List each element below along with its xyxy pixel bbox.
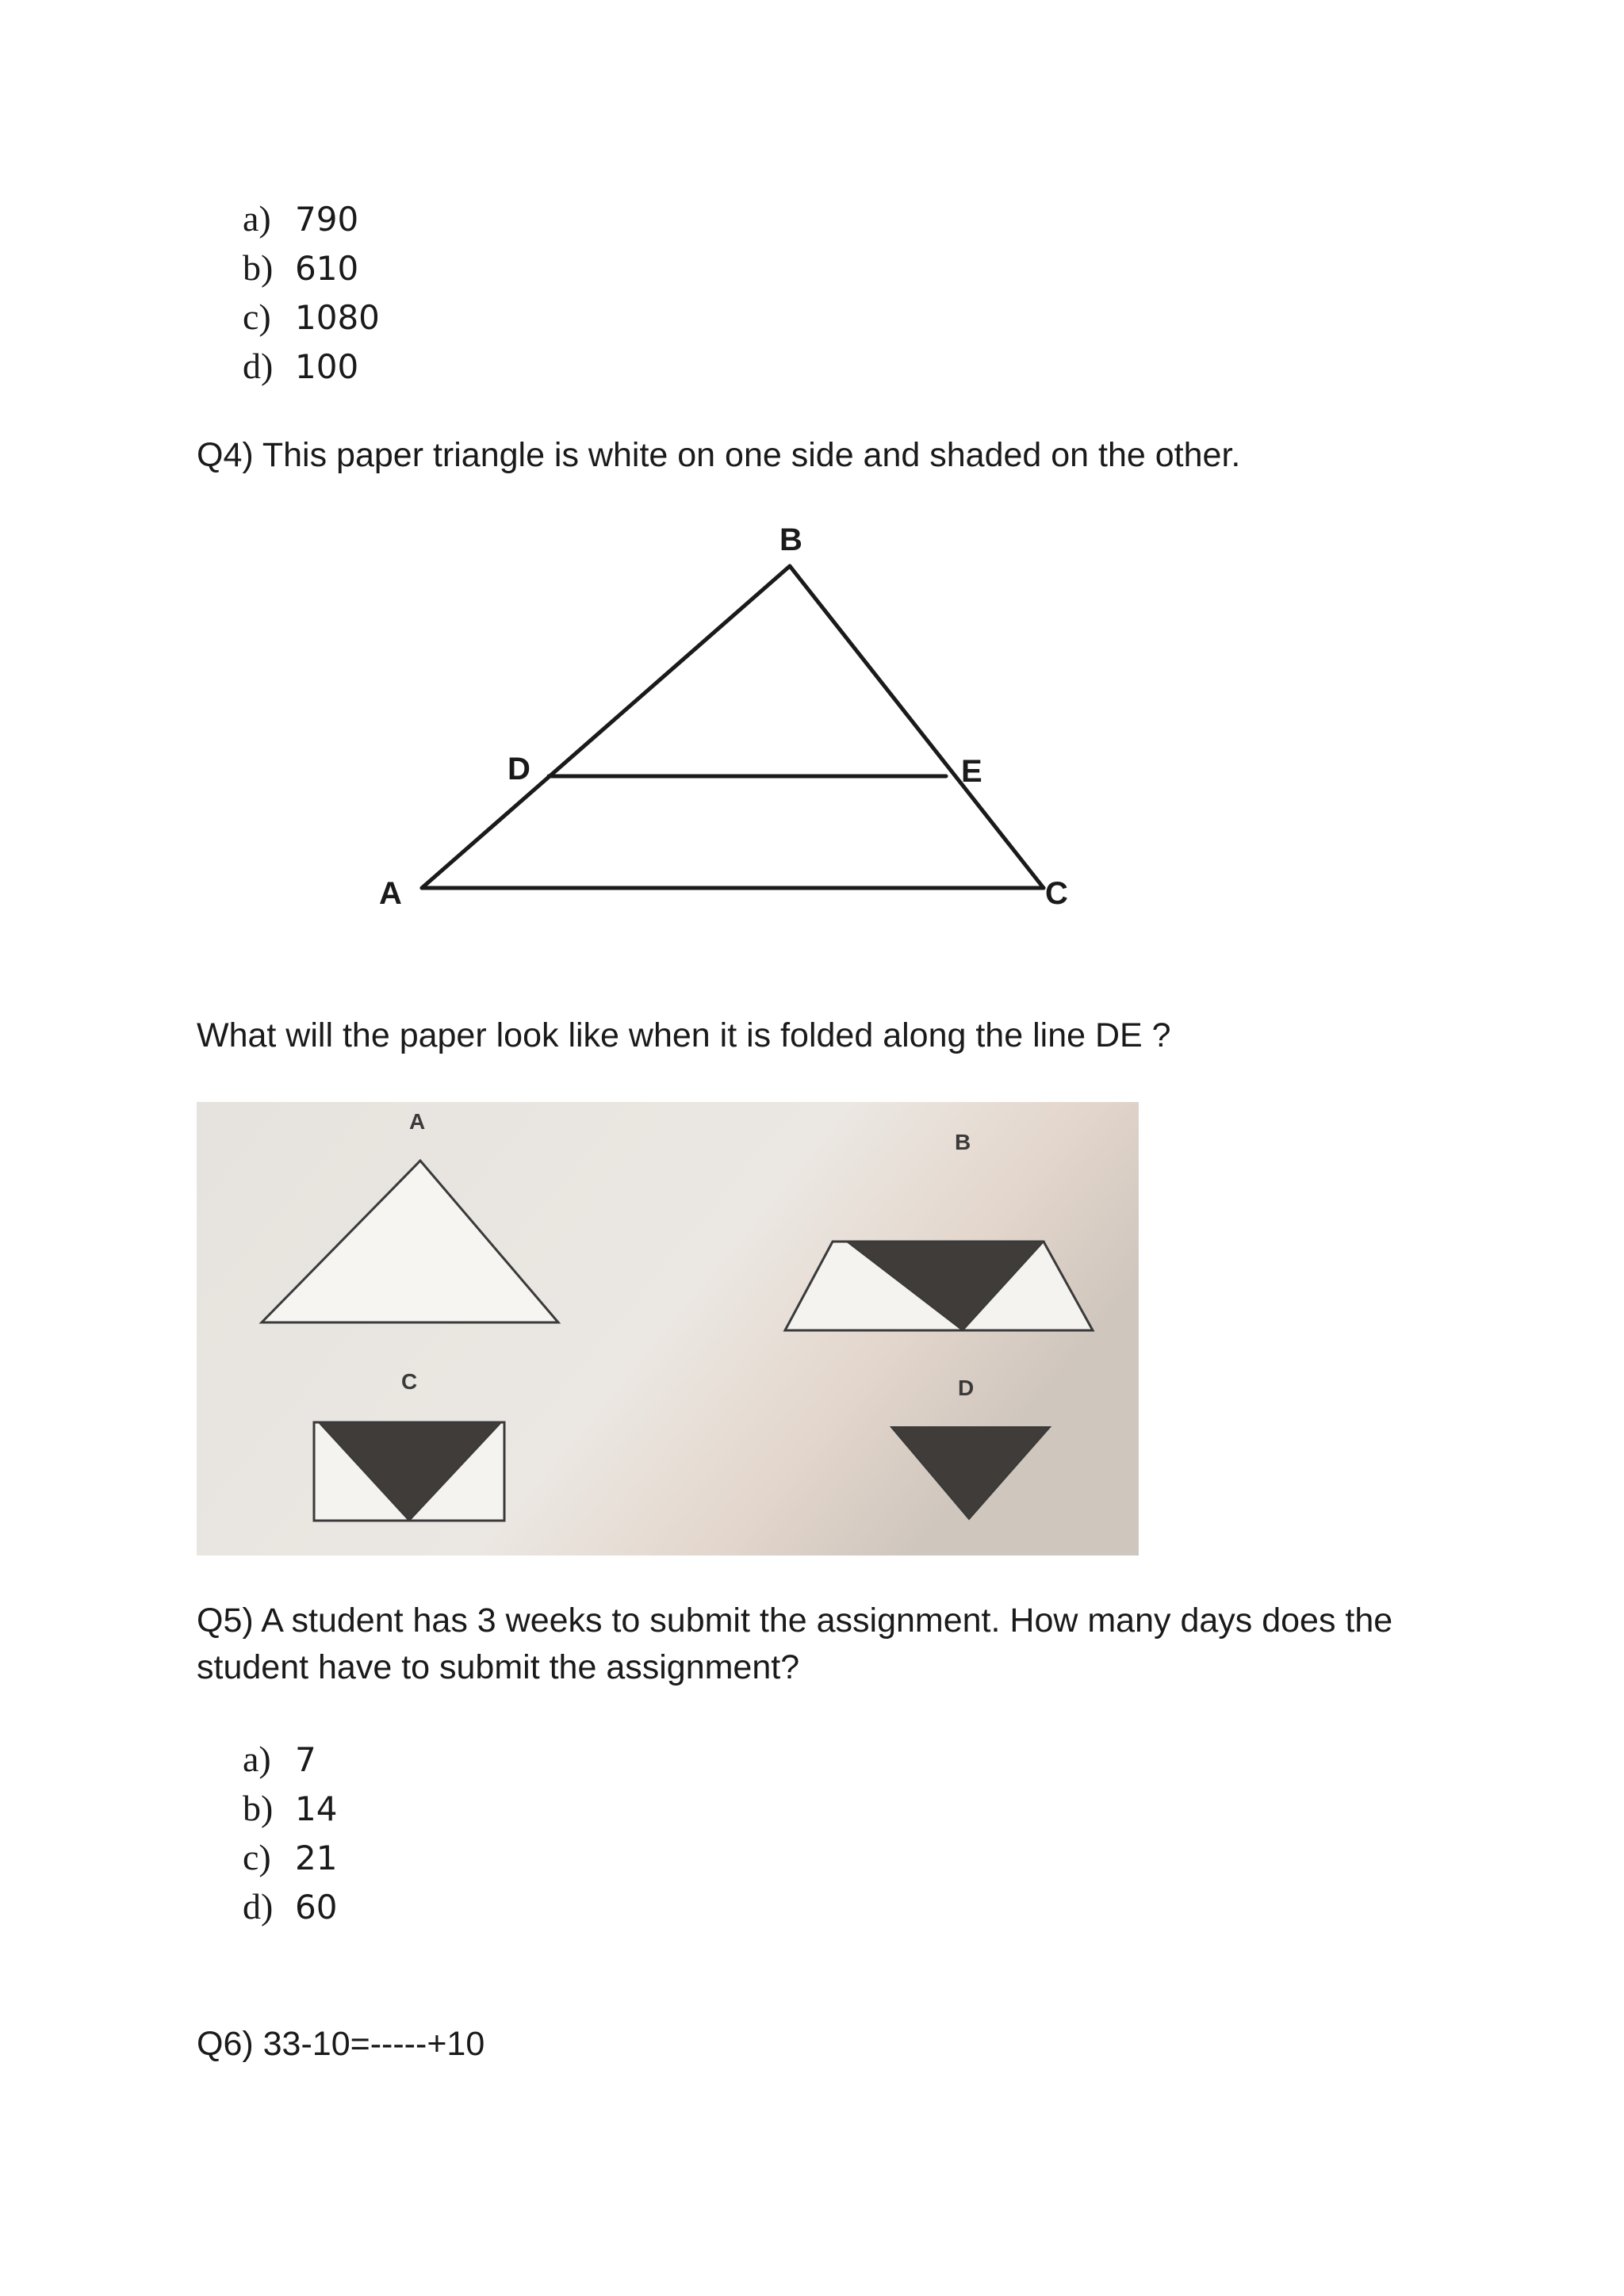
- choice-label-b: B: [955, 1130, 971, 1154]
- q3-option-c: c) 1080: [243, 297, 380, 337]
- q5-prompt-line2: student have to submit the assignment?: [197, 1648, 800, 1686]
- side-ab: [422, 566, 790, 888]
- q5-prompt-line1: Q5) A student has 3 weeks to submit the assignment. How many days does the: [197, 1601, 1393, 1640]
- q3-options: [243, 194, 380, 391]
- vertex-label-c: C: [1045, 876, 1068, 911]
- q6-prompt: Q6) 33-10=-----+10: [197, 2025, 485, 2063]
- q3-option-a: a) 790: [243, 198, 359, 239]
- vertex-label-a: A: [379, 876, 402, 911]
- choice-label-d: D: [958, 1376, 975, 1400]
- choice-label-a: A: [409, 1109, 426, 1134]
- q3-option-d: d) 100: [243, 346, 359, 386]
- answer-choices-photo: [197, 1102, 1139, 1556]
- q5-option-b: b) 14: [243, 1788, 338, 1828]
- q4-prompt: Q4) This paper triangle is white on one side and shaded on the other.: [197, 436, 1241, 474]
- choice-c-figure: [314, 1422, 504, 1521]
- q5-option-c: c) 21: [243, 1837, 338, 1877]
- choice-label-c: C: [401, 1369, 418, 1394]
- answer-choices-figure: [197, 1102, 1139, 1556]
- vertex-label-e: E: [961, 754, 982, 789]
- q5-options: [243, 1735, 337, 1931]
- side-bc: [790, 566, 1044, 888]
- triangle-figure: [349, 515, 1110, 928]
- q3-option-b: b) 610: [243, 247, 359, 288]
- vertex-label-d: D: [508, 752, 530, 786]
- vertex-label-b: B: [779, 522, 802, 557]
- q4-question: What will the paper look like when it is folded along the line DE ?: [197, 1016, 1171, 1054]
- choice-b-figure: [785, 1242, 1093, 1330]
- triangle-diagram: [349, 515, 1110, 928]
- q5-option-d: d) 60: [243, 1886, 338, 1927]
- q5-option-a: a) 7: [243, 1739, 316, 1779]
